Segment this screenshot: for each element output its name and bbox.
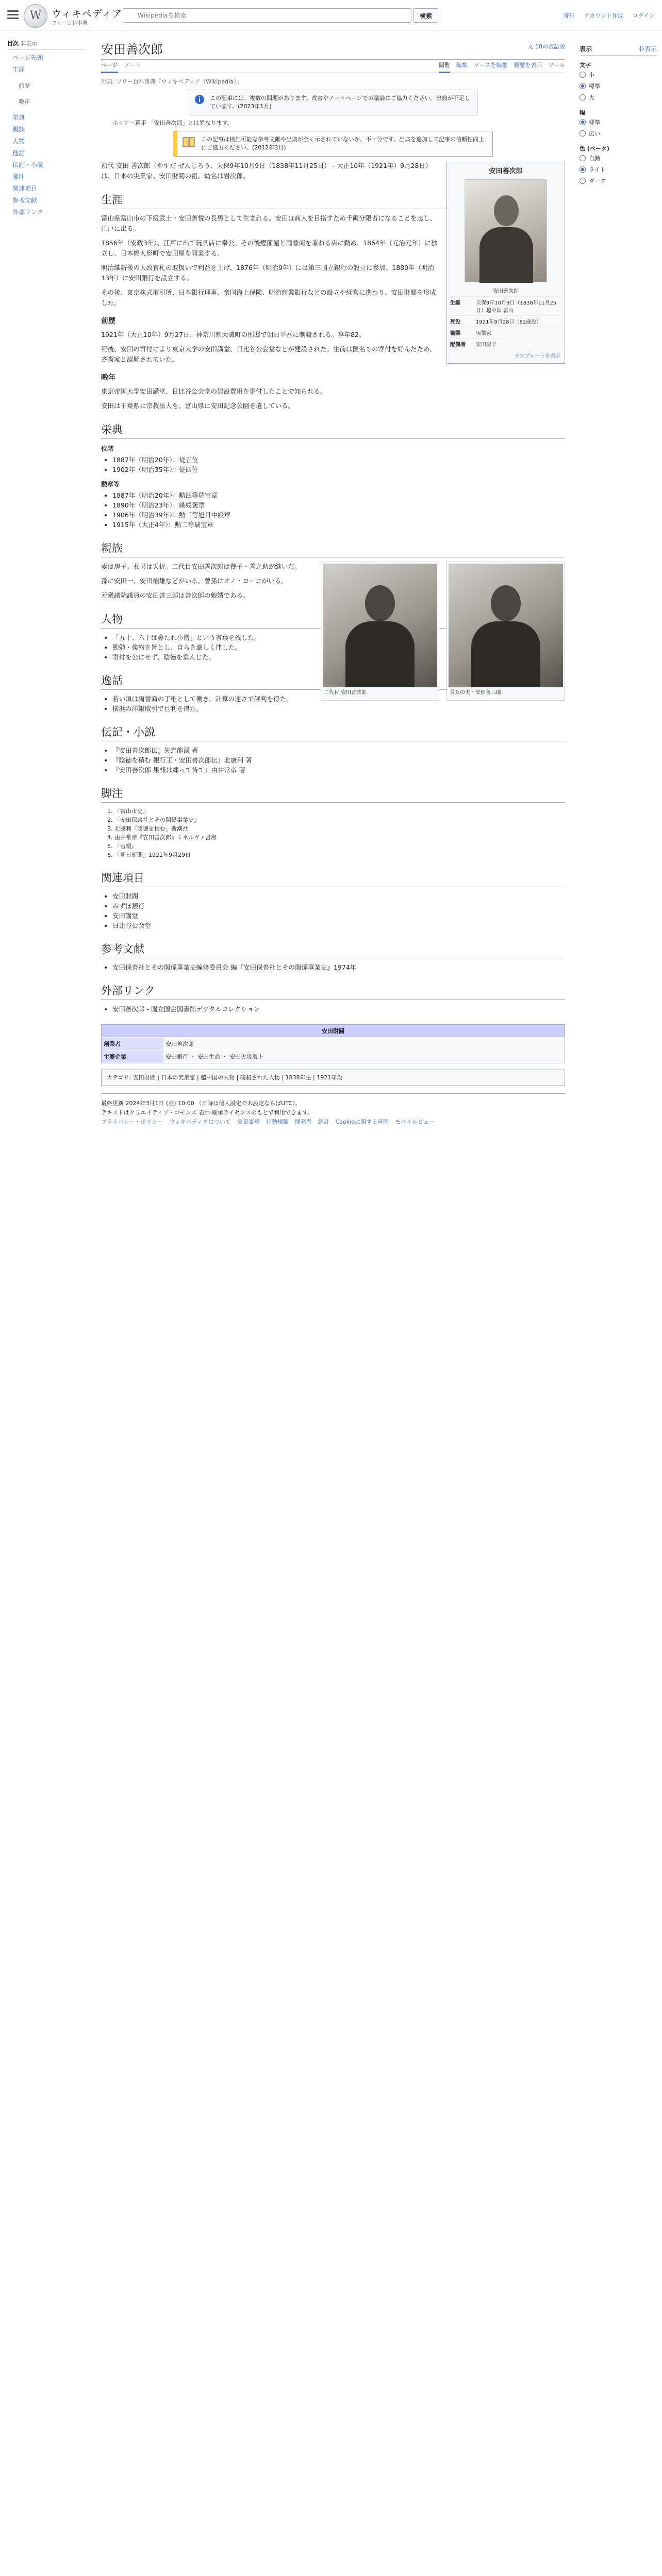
color-label: 色 (ベータ) [580,145,609,152]
wikipedia-logo[interactable]: W [24,4,47,28]
section-heading: 関連項目 [101,870,565,887]
donate-link[interactable]: 寄付 [563,12,575,19]
width-option-label: 広い [589,130,600,137]
tab-right-4[interactable]: ツール [548,62,565,69]
radio-button[interactable] [580,178,586,184]
reference-item[interactable]: 4. 由井常彦『安田善次郎』ミネルヴァ書房 [114,833,565,842]
color-option[interactable] [580,164,657,175]
subsection-heading: 前歴 [101,317,115,325]
list-item: • 1890年（明治23年）：緑綬褒章 [112,500,565,510]
site-header [0,0,662,31]
infobox-value: 1921年9月28日（82歳没） [476,319,542,325]
thumbnail-image[interactable] [323,564,437,687]
toc-label: 目次 [7,40,19,47]
navbox-title: 安田財閥 [102,1025,565,1037]
intro-paragraph: 初代 安田 善次郎（やすだ ぜんじろう、天保9年10月9日（1838年11月25日） - 大正10年（1921年）9月28日）は、日本の実業家。安田財閥の祖。幼名は岩次郎。 [101,162,432,180]
search-input[interactable] [123,8,411,23]
reference-item[interactable]: 2. 『安田保善社とその関係事業史』 [114,816,565,824]
footer-link[interactable]: プライバシー・ポリシー [101,1118,163,1125]
page-tabs [101,60,565,73]
toc-item[interactable]: 伝記・小説 [12,161,44,168]
section-heading: 脚注 [101,785,565,803]
footer-line: テキストはクリエイティブ・コモンズ 表示-継承ライセンスのもとで利用できます。 [101,1109,313,1116]
navbox-row [102,1037,565,1050]
infobox-key: 死没 [450,319,460,325]
toc-item[interactable]: 外部リンク [12,209,43,216]
appearance-panel [574,33,662,187]
navbox-list[interactable]: 安田善次郎 [163,1038,565,1050]
footer-link[interactable]: 統計 [318,1118,329,1125]
issues-notice [189,90,477,115]
color-option[interactable] [580,175,657,187]
list-item[interactable]: • 日比谷公会堂 [112,921,565,930]
appearance-title [580,38,657,56]
list-item[interactable]: • 安田保善社とその関係事業史編修委員会 編『安田保善社とその関係事業史』1974年 [112,962,565,972]
page-title-text: 安田善次郎 [101,42,163,57]
list [112,455,565,474]
wordmark[interactable]: ウィキペディア [52,8,123,20]
infobox-row [449,338,562,349]
navbox-row [102,1050,565,1063]
info-icon [194,94,205,105]
toc-item[interactable]: 人物 [12,138,25,145]
article [101,33,565,1127]
appearance-hide[interactable]: 非表示 [638,45,657,53]
toc-item[interactable]: 関連項目 [12,185,38,192]
list-item[interactable]: • みずほ銀行 [112,901,565,911]
toc-item[interactable]: 逸話 [12,149,25,157]
infobox-row [449,296,562,315]
appearance-title-text: 表示 [580,45,592,53]
reference-item[interactable]: 3. 北康利『陰徳を積む』新潮社 [114,824,565,833]
list-item[interactable]: • 『安田善次郎 果報は練って待て』由井常彦 著 [112,765,565,775]
radio-button[interactable] [580,130,586,137]
template-link[interactable] [449,349,562,361]
navbox-group: 主要企業 [102,1050,163,1063]
radio-button[interactable] [580,155,586,161]
tab-1[interactable]: ノート [124,62,141,69]
toc-header [7,33,86,50]
list [112,745,565,775]
toc-item[interactable]: 参考文献 [12,197,38,204]
list-item[interactable]: • 安田財閥 [112,891,565,901]
citation-warning [173,131,493,157]
reference-list [114,807,565,859]
toc-sidebar [0,33,93,218]
list-item[interactable]: • 若い頃は両替商の丁稚として働き、計算の速さで評判を得た。 [112,694,565,704]
list-heading: 位階 [101,445,114,452]
list-item[interactable]: • 寄付を公にせず、陰徳を重んじた。 [112,652,565,662]
language-button[interactable]: 文 10の言語版 [527,43,565,50]
footer-line: 最終更新 2024年3月1日 (金) 10:00 （日時は個人設定で未設定ならばUTC）。 [101,1100,301,1107]
paragraph: 死後、安田の寄付により東京大学の安田講堂、日比谷公会堂などが建設された。生前は匿名での寄付を好んだため、吝嗇家と誤解されていた。 [101,345,436,363]
list-heading: 勲章等 [101,481,120,488]
list [112,490,565,530]
reference-item[interactable]: 6. 『朝日新聞』1921年9月29日 [114,851,565,859]
text-size-options [580,69,657,103]
footer-link[interactable]: 免責事項 [237,1118,260,1125]
list [112,962,565,972]
thumbnail-caption: 二代目 安田善次郎 [324,690,367,696]
text-option-label: 大 [589,94,594,101]
navbox-rows [102,1037,565,1063]
radio-button[interactable] [580,72,586,78]
navbox-list[interactable]: 安田銀行 ・ 安田生命 ・ 安田火災海上 [163,1050,565,1063]
create-account-link[interactable]: アカウント作成 [584,12,624,19]
list-item[interactable]: • 「五十、六十は鼻たれ小僧」という言葉を残した。 [112,633,565,642]
reference-item[interactable]: 1. 『富山市史』 [114,807,565,816]
paragraph: 東京帝国大学安田講堂、日比谷公会堂の建設費用を寄付したことで知られる。 [101,387,327,395]
text-option-label: 標準 [589,83,600,90]
thumbnail[interactable] [446,562,565,701]
toc-item[interactable]: 栄典 [12,114,25,121]
tab-right-1[interactable]: 編集 [456,62,468,69]
list-item[interactable]: • 横浜の洋銀取引で巨利を得た。 [112,704,565,714]
list-item: • 1906年（明治39年）：勲三等旭日中綬章 [112,510,565,520]
footer-link[interactable]: 開発者 [294,1118,312,1125]
width-option-label: 標準 [589,119,600,126]
width-options [580,116,657,139]
infobox-caption: 安田善次郎 [493,289,519,294]
tagline: フリー百科事典 [52,21,88,26]
infobox-title: 安田善次郎 [489,167,523,175]
issues-notice-text: この記事には、複数の問題があります。改善やノートページでの議論にご協力ください。出典が不足しています。(2023年1月) [210,95,470,110]
section-heading: 生涯 [101,192,565,209]
toc-hide[interactable]: 非表示 [20,40,38,47]
thumbnail-image[interactable] [449,564,563,687]
infobox-key: 職業 [450,331,460,336]
toc-list [0,52,93,218]
text-option[interactable] [580,80,657,92]
infobox-value: 天保9年10月9日（1838年11月25日）越中国 富山 [476,300,557,314]
toc-item[interactable]: 前歴 [19,82,30,89]
paragraph: 1921年（大正10年）9月27日、神奈川県大磯町の別邸で朝日平吾に刺殺される。享年82。 [101,331,366,338]
section-heading: 参考文献 [101,941,565,958]
paragraph: 元衆議院議員の安田善三郎は善次郎の娘婿である。 [101,591,250,599]
infobox-key: 生誕 [450,300,460,306]
main-menu-icon[interactable] [7,10,19,20]
color-options [580,152,657,187]
thumbnail[interactable] [321,562,439,701]
toc-item[interactable]: 親族 [12,126,25,133]
width-option[interactable] [580,128,657,139]
width-option[interactable] [580,116,657,128]
toc-item[interactable]: 脚注 [12,173,25,180]
section-heading: 栄典 [101,421,565,439]
paragraph: 孫に安田一、安田楠雄などがいる。曾孫にオノ・ヨーコがいる。 [101,577,288,585]
infobox-row [449,315,562,327]
radio-button[interactable] [580,94,586,100]
text-option[interactable] [580,69,657,80]
list-item: • 1902年（明治35年）：従四位 [112,465,565,474]
navbox-group: 創業者 [102,1038,163,1050]
infobox-value: 安田房子 [476,342,496,348]
section-heading: 伝記・小説 [101,724,565,741]
page-title [101,33,565,60]
paragraph: 妻は房子。長男は夭折。二代目安田善次郎は養子・善之助が継いだ。 [101,563,301,570]
width-label: 幅 [580,109,585,116]
footer-link[interactable]: Cookieに関する声明 [335,1118,389,1125]
radio-button[interactable] [580,166,586,173]
color-option-label: ライト [589,166,606,173]
paragraph: その後、東京株式取引所、日本銀行理事、帝国海上保険、明治商業銀行などの設立や経営に携わり、安田財閥を形成した。 [101,289,437,307]
list [112,891,565,930]
list-item[interactable]: • 『安田善次郎伝』矢野龍渓 著 [112,745,565,755]
text-option[interactable] [580,92,657,103]
section-heading: 人物 [101,611,565,629]
hatnote: ホッケー選手 「安田善次郎」とは異なります。 [112,120,233,126]
list-item: • 1887年（明治20年）：勲四等瑞宝章 [112,490,565,500]
section-heading: 外部リンク [101,982,565,1000]
radio-button[interactable] [580,119,586,125]
footer-link[interactable]: 行動規範 [266,1118,289,1125]
list-item[interactable]: • 勤勉・倹約を旨とし、自らを厳しく律した。 [112,642,565,652]
tab-right-3[interactable]: 履歴を表示 [514,62,542,69]
list-item[interactable]: • 安田講堂 [112,911,565,921]
portrait-image[interactable] [465,179,547,282]
footer-link[interactable]: モバイルビュー [395,1118,435,1125]
tabs-right [433,61,565,73]
infobox [446,161,565,364]
tab-right-2[interactable]: ソースを編集 [473,62,508,69]
reference-item[interactable]: 5. 『官報』 [114,842,565,851]
paragraph: 1856年（安政3年）、江戸に出て玩具店に奉公。その後鰹節屋と両替商を兼ねる店に勤め、1864年（元治元年）に独立し、日本橋人形町で安田屋を開業する。 [101,239,438,257]
text-option-label: 小 [589,72,594,78]
color-option-label: ダーク [589,178,606,184]
infobox-value: 実業家 [476,331,491,336]
list [112,1004,565,1014]
list-item: • 1915年（大正4年）：勲二等瑞宝章 [112,520,565,530]
footer [101,1093,565,1127]
footer-link[interactable]: ウィキペディアについて [169,1118,231,1125]
section-heading: 逸話 [101,672,565,690]
page-subtitle: 出典: フリー百科事典『ウィキペディア（Wikipedia）』 [101,78,242,85]
paragraph: 安田は千葉県に宗教法人を、富山県に安田記念公園を遺している。 [101,402,295,410]
template-link-text[interactable]: テンプレートを表示 [514,353,560,359]
list-item[interactable]: • 『陰徳を積む 銀行王・安田善次郎伝』北康利 著 [112,755,565,765]
section-heading: 親族 [101,540,565,557]
list-item[interactable]: • 安田善次郎 - 国立国会図書館デジタルコレクション [112,1004,565,1014]
search-button[interactable]: 検索 [413,8,438,23]
subsection-heading: 晩年 [101,374,115,382]
radio-button[interactable] [580,83,586,89]
toc-item[interactable]: 生涯 [12,66,25,73]
color-option-label: 自動 [589,155,600,162]
citation-warning-text: この記事は検証可能な参考文献や出典が全く示されていないか、不十分です。出典を追加して記事の信頼性向上にご協力ください。(2012年3月) [201,136,485,151]
navbox [101,1024,565,1063]
paragraph: 富山県富山市の下級武士・安田善悦の長男として生まれる。安田は商人を目指すため千両分限者になることを志し、江戸に出る。 [101,214,437,232]
text-size-label: 文字 [580,62,591,69]
color-option[interactable] [580,152,657,164]
tab-right-0[interactable]: 閲覧 [439,61,450,73]
paragraph: 明治維新後の太政官札の取扱いで利益を上げ、1876年（明治9年）には第三国立銀行の設立に参加。1880年（明治13年）に安田銀行を設立する。 [101,264,435,282]
list-item: • 1887年（明治20年）：従五位 [112,455,565,465]
infobox-rows [449,296,562,349]
tabs-left [101,61,147,73]
category-links[interactable]: カテゴリ: 安田財閥 | 日本の実業家 | 越中国の人物 | 暗殺された人物 | 1838年生 | 1921年没 [101,1070,565,1086]
toc-item[interactable]: 晩年 [19,98,30,105]
infobox-key: 配偶者 [450,342,466,348]
infobox-row [449,327,562,338]
footer-links [101,1117,565,1127]
user-links [556,11,655,20]
book-icon [183,137,195,148]
thumbnail-caption: 長女の夫・安田善三郎 [450,690,501,696]
toc-item[interactable]: ページ先頭 [12,54,43,61]
tab-0[interactable]: ページ [101,61,118,73]
login-link[interactable]: ログイン [632,12,655,19]
